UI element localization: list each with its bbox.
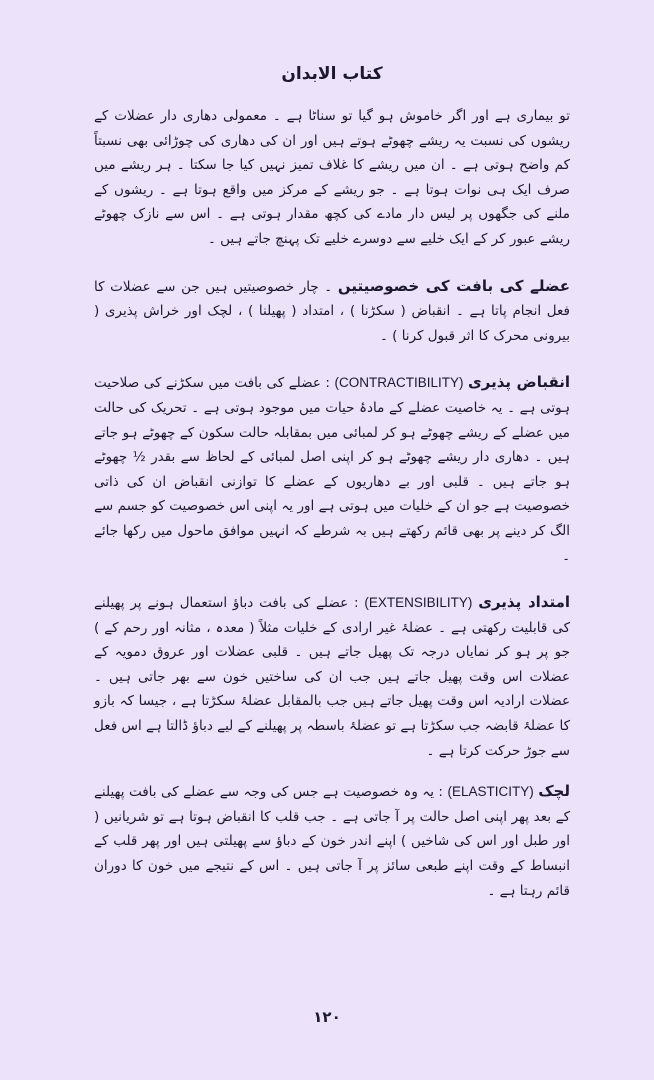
paragraph-spacer: [94, 348, 570, 370]
contractibility-term: (CONTRACTIBILITY): [334, 375, 464, 391]
running-head: کتاب الابدان: [281, 64, 383, 84]
paragraph-spacer: [94, 763, 570, 779]
properties-paragraph: [94, 274, 570, 349]
contractibility-heading: انقباض پذیری: [468, 373, 571, 392]
properties-heading: عضلے کی بافت کی خصوصیتیں: [337, 276, 570, 295]
elasticity-body: : یہ وہ خصوصیت ہے جس کی وجہ سے عضلے کی بافت پھیلنے کے بعد پھر اپنی اصل حالت پر آ جاتی ہے ۔ جب قلب کا انقباض ہوتا ہے تو شریانیں ( اور طبل اور اس کی شاخیں ) اپنے اندر خون کے دباؤ سے پھیلتی ہیں اور پھر قلب کے انبساط کے وقت اپنے طبعی سائز پر آ جاتی ہیں ۔ اس کے نتیجے میں خون کا دوران قائم رہتا ہے ۔: [94, 784, 570, 899]
extensibility-term: (EXTENSIBILITY): [364, 595, 473, 611]
extensibility-paragraph: [94, 590, 570, 763]
contractibility-paragraph: [94, 370, 570, 568]
paragraph-spacer: [94, 568, 570, 590]
page-number: ۱۲۰: [313, 1008, 341, 1026]
elasticity-paragraph: [94, 779, 570, 903]
properties-body: ۔ چار خصوصیتیں ہیں جن سے عضلات کا فعل انجام پاتا ہے ۔ انقباض ( سکڑنا ) ، امتداد ( پھیلنا ) ، لچک اور خراش پذیری ( بیرونی محرک کا اثر قبول کرنا ) ۔: [94, 278, 570, 344]
elasticity-heading: لچک: [538, 782, 570, 801]
intro-paragraph: تو بیماری ہے اور اگر خاموش ہو گیا تو سناٹا ہے ۔ معمولی دھاری دار عضلات کے ریشوں کی نسبت یہ ریشے چھوٹے ہوتے ہیں اور ان کی دھاری کی چوڑائی بھی نسبتاً کم واضح ہوتی ہے ۔ ان میں ریشے کا غلاف تمیز نہیں کیا جا سکتا ۔ ہر ریشے میں صرف ایک ہی نوات ہوتا ہے ۔ جو ریشے کے مرکز میں واقع ہوتا ہے ۔ ریشوں کے ملنے کی جگھوں پر لیس دار مادے کی کچھ مقدار ہوتی ہے ۔ اس سے نازک چھوٹے ریشے عبور کر کے ایک خلیے سے دوسرے خلیے تک پہنچ جاتے ہیں ۔: [94, 108, 570, 247]
extensibility-heading: امتداد پذیری: [478, 593, 571, 612]
contractibility-body: : عضلے کی بافت میں سکڑنے کی صلاحیت ہوتی ہے ۔ یہ خاصیت عضلے کے مادۂ حیات میں موجود ہوتی ہے ۔ تحریک کی حالت میں عضلے کے ریشے چھوٹے ہو کر لمبائی میں بمقابلہ حالت سکون کے چھوٹے ہو جاتے ہیں ۔ دھاری دار ریشے چھوٹے ہو کر اپنی اصل لمبائی کے لحاظ سے بقدر ½ چھوٹے ہو جاتے ہیں ۔ قلبی اور بے دھاریوں کے عضلے کا توازنی انقباض ان کی ذاتی خصوصیت ہے جو ان کے خلیات میں ہوتی ہے اور یہ اپنی اس خصوصیت کو جسم سے الگ کر دینے پر بھی قائم رکھتے ہیں بہ شرطے کہ انہیں موافق ماحول میں رکھا جائے ۔: [94, 375, 570, 564]
elasticity-term: (ELASTICITY): [447, 784, 534, 800]
paragraph-spacer: [94, 252, 570, 274]
extensibility-body: : عضلے کی بافت دباؤ استعمال ہونے پر پھیلنے کی قابلیت رکھتی ہے ۔ عضلۂ غیر ارادی کے خلیات مثلاً ( معدہ ، مثانہ اور رحم کے ) جو پر ہو کر نمایاں درجہ تک پھیل جاتے ہیں ۔ قلبی عضلات اور عروق دمویہ کے عضلات اس وقت پھیل جاتے ہیں جب ان کی ساختیں خون سے بھر جاتی ہیں ۔ عضلات ارادیہ اس وقت پھیل جاتے ہیں جب بالمقابل عضلۂ سکڑتا ہے ، جیسا کہ بازو کا عضلۂ قابضہ جب سکڑتا ہے تو عضلۂ باسطہ پر پھیلنے کے لیے دباؤ ڈالتا ہے اس فعل سے جوڑ حرکت کرتا ہے ۔: [94, 595, 570, 759]
